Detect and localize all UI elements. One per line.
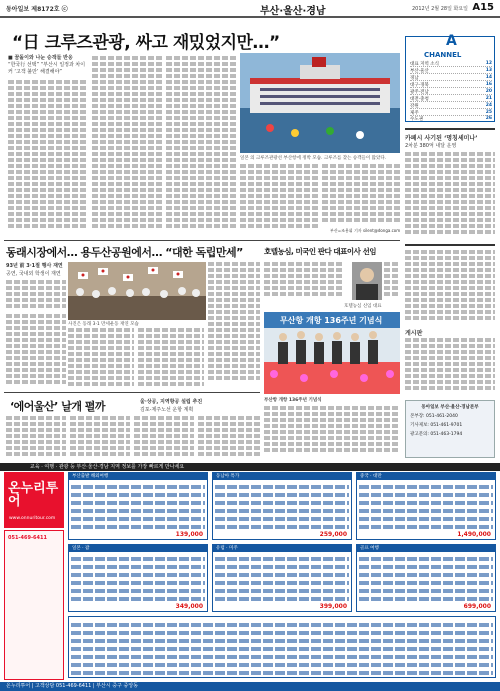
lead-headline: “日 크루즈관광, 싸고 재밌었지만…” bbox=[12, 33, 280, 53]
cruise-ship-photo bbox=[240, 53, 400, 153]
channel-item-page: 25 bbox=[485, 110, 492, 115]
ad-section[interactable] bbox=[356, 544, 496, 612]
divider bbox=[4, 392, 260, 393]
portrait-illustration bbox=[352, 262, 382, 300]
lead-body-col2 bbox=[92, 56, 162, 236]
second-body-col4 bbox=[138, 328, 204, 388]
third-body-col3 bbox=[134, 416, 194, 460]
notice-board bbox=[405, 244, 495, 394]
channel-item[interactable] bbox=[410, 116, 492, 122]
third-body-col2 bbox=[70, 416, 130, 460]
ad-section-title: 일본 · 괌 bbox=[69, 545, 207, 552]
channel-item-label: 광주·전남 bbox=[410, 90, 429, 95]
channel-item-label: 부산·울산 bbox=[410, 69, 429, 74]
notice-title: 게시판 bbox=[405, 330, 423, 337]
side-story-body bbox=[405, 152, 495, 237]
ad-section-title: 중국 · 대만 bbox=[357, 473, 495, 480]
section-title: 부산·울산·경남 bbox=[260, 6, 326, 17]
channel-item-page: 16 bbox=[485, 82, 492, 87]
ad-price: 699,000 bbox=[463, 603, 491, 610]
channel-item-label: 대전·충청 bbox=[410, 97, 429, 102]
lead-subhead: “한국行 선택” “부산시 일정과 차이 커 ‘고객 불만’ 해결해야” bbox=[8, 62, 86, 75]
office-line: 본부장: 051-461-2040 bbox=[410, 414, 458, 419]
channel-letter: A bbox=[446, 33, 457, 49]
third-subhead: 김포-제주노선 운항 계획 bbox=[140, 407, 194, 413]
ad-price: 1,490,000 bbox=[457, 531, 491, 538]
channel-item-page: 21 bbox=[485, 96, 492, 101]
channel-item[interactable] bbox=[410, 96, 492, 102]
ad-section-title: 부산출발 해외여행 bbox=[69, 473, 207, 480]
cruise-ship-illustration bbox=[240, 53, 400, 153]
side-story-subhead: 2차분 380억 내달 운영 bbox=[405, 143, 457, 149]
masthead bbox=[0, 0, 500, 18]
hotel-body bbox=[264, 262, 344, 300]
ad-price: 349,000 bbox=[175, 603, 203, 610]
notice-body-top bbox=[405, 250, 495, 322]
channel-item-page: 26 bbox=[485, 116, 492, 121]
hotel-caption: 호텔농심 신임 대표 bbox=[344, 304, 382, 309]
office-title: 동아일보 부산·울산·경남본부 bbox=[421, 405, 479, 410]
ad-price: 259,000 bbox=[319, 531, 347, 538]
onnuri-tour-logo-block[interactable] bbox=[4, 472, 64, 528]
office-line: 기사제보: 051-461-9701 bbox=[410, 423, 463, 428]
ad-section[interactable] bbox=[68, 472, 208, 540]
event-body bbox=[264, 406, 400, 460]
channel-item[interactable] bbox=[410, 68, 492, 74]
channel-item-page: 12 bbox=[485, 61, 492, 66]
regional-office-box bbox=[405, 400, 495, 458]
channel-index-box bbox=[405, 33, 495, 122]
lead-kicker: ■ 꿈돌이와 나눈 승객들 반응 bbox=[8, 55, 73, 61]
hotel-headline: 호텔농심, 미국인 판다 대표이사 선임 bbox=[264, 247, 376, 256]
channel-item-label: 대표 지역 소식 bbox=[410, 62, 439, 67]
lead-photo-caption: 일본 의 크루즈관광선 부산항에 정박 모습. 크루즈를 찾는 승객들이 많았다. bbox=[240, 156, 387, 161]
issue-date: 2012년 2월 28일 화요일 bbox=[411, 6, 468, 12]
channel-item-label: 수도권 bbox=[410, 117, 424, 122]
channel-item[interactable] bbox=[410, 89, 492, 95]
brand-url[interactable]: www.onnuritour.com bbox=[9, 516, 56, 521]
office-line: 광고문의: 051-463-1794 bbox=[410, 432, 463, 437]
ad-section-wide[interactable] bbox=[68, 616, 496, 678]
third-body-col4 bbox=[198, 416, 260, 460]
lead-byline: 부산=조용휘 기자 silent@donga.com bbox=[330, 228, 401, 233]
paper-title: 동아일보 bbox=[6, 6, 30, 13]
ad-section[interactable] bbox=[68, 544, 208, 612]
lead-body-col1 bbox=[8, 80, 88, 235]
notice-body bbox=[405, 338, 495, 394]
channel-item-page: 20 bbox=[485, 89, 492, 94]
channel-item[interactable] bbox=[410, 75, 492, 81]
channel-item[interactable] bbox=[410, 61, 492, 67]
channel-item-label: 경남 bbox=[410, 76, 419, 81]
ad-price: 399,000 bbox=[319, 603, 347, 610]
channel-item-page: 24 bbox=[485, 103, 492, 108]
hotel-body-side bbox=[384, 262, 400, 300]
side-story-headline: 카페시 사기된 ‘명칭세미나’ bbox=[405, 135, 478, 142]
second-body-col1 bbox=[6, 280, 66, 310]
second-subhead: 공연, 국내외 학생이 재연 bbox=[6, 271, 61, 277]
ad-section[interactable] bbox=[212, 472, 352, 540]
channel-item-label: 대구·경북 bbox=[410, 83, 429, 88]
channel-item[interactable] bbox=[410, 103, 492, 109]
channel-item-page: 13 bbox=[485, 68, 492, 73]
second-body-col3 bbox=[68, 328, 134, 388]
ad-section[interactable] bbox=[212, 544, 352, 612]
ad-top-strip: 교육 · 여행 · 관광 등 부산·울산·경남 지역 정보를 가장 빠르게 만나세요 bbox=[0, 463, 500, 471]
channel-item-page: 14 bbox=[485, 75, 492, 80]
ad-section-title: 유럽 · 미주 bbox=[213, 545, 351, 552]
second-photo-caption: 사진은 동래 3·1 만세운동 재연 모습 bbox=[68, 322, 139, 327]
side-story bbox=[405, 128, 495, 238]
third-kicker: 울·상공, 지역항공 설립 추진 bbox=[140, 399, 203, 405]
lead-body-col5 bbox=[322, 164, 400, 226]
second-body-col2 bbox=[6, 314, 66, 389]
port-anniversary-photo bbox=[264, 312, 400, 394]
channel-item-label: 강원 bbox=[410, 104, 419, 109]
independence-parade-photo bbox=[68, 262, 206, 320]
divider bbox=[4, 240, 400, 241]
channel-item[interactable] bbox=[410, 82, 492, 88]
ad-price: 139,000 bbox=[175, 531, 203, 538]
third-headline: ‘에어울산’ 날개 펼까 bbox=[10, 400, 106, 413]
event-banner-text: 무산항 개항 136주년 기념식 bbox=[280, 316, 383, 325]
lead-body-col3 bbox=[166, 56, 236, 236]
edition-number: 제8172호 ⓒ bbox=[31, 6, 68, 13]
channel-title: CHANNEL bbox=[424, 51, 462, 59]
third-body-col1 bbox=[6, 416, 66, 460]
ad-section-title: 동남아 특가 bbox=[213, 473, 351, 480]
ad-section-title: 골프 여행 bbox=[357, 545, 495, 552]
ad-left-panel bbox=[4, 530, 64, 680]
page-number: A15 bbox=[472, 2, 494, 13]
ad-phone: 051-469-6411 bbox=[8, 535, 47, 541]
event-photo-caption: 부산항 개항 136주년 기념식 bbox=[264, 398, 322, 403]
executive-portrait bbox=[352, 262, 382, 300]
ad-section[interactable] bbox=[356, 472, 496, 540]
paper-name bbox=[6, 4, 68, 13]
ad-bottom-strip: 온누리투어 | 고객상담 051-469-6411 | 부산시 중구 중앙동 bbox=[0, 682, 500, 691]
brand-logo: 온누리투어 bbox=[8, 481, 59, 509]
crowd-illustration bbox=[68, 262, 206, 320]
second-headline: 동래시장에서… 용두산공원에서… “대한 독립만세” bbox=[6, 246, 243, 259]
second-body-col5 bbox=[208, 262, 260, 388]
channel-item-label: 제주 bbox=[410, 111, 419, 116]
second-kicker: 93년 前 3·1절 행사 재연 bbox=[6, 263, 63, 269]
lead-body-col4 bbox=[240, 164, 318, 234]
